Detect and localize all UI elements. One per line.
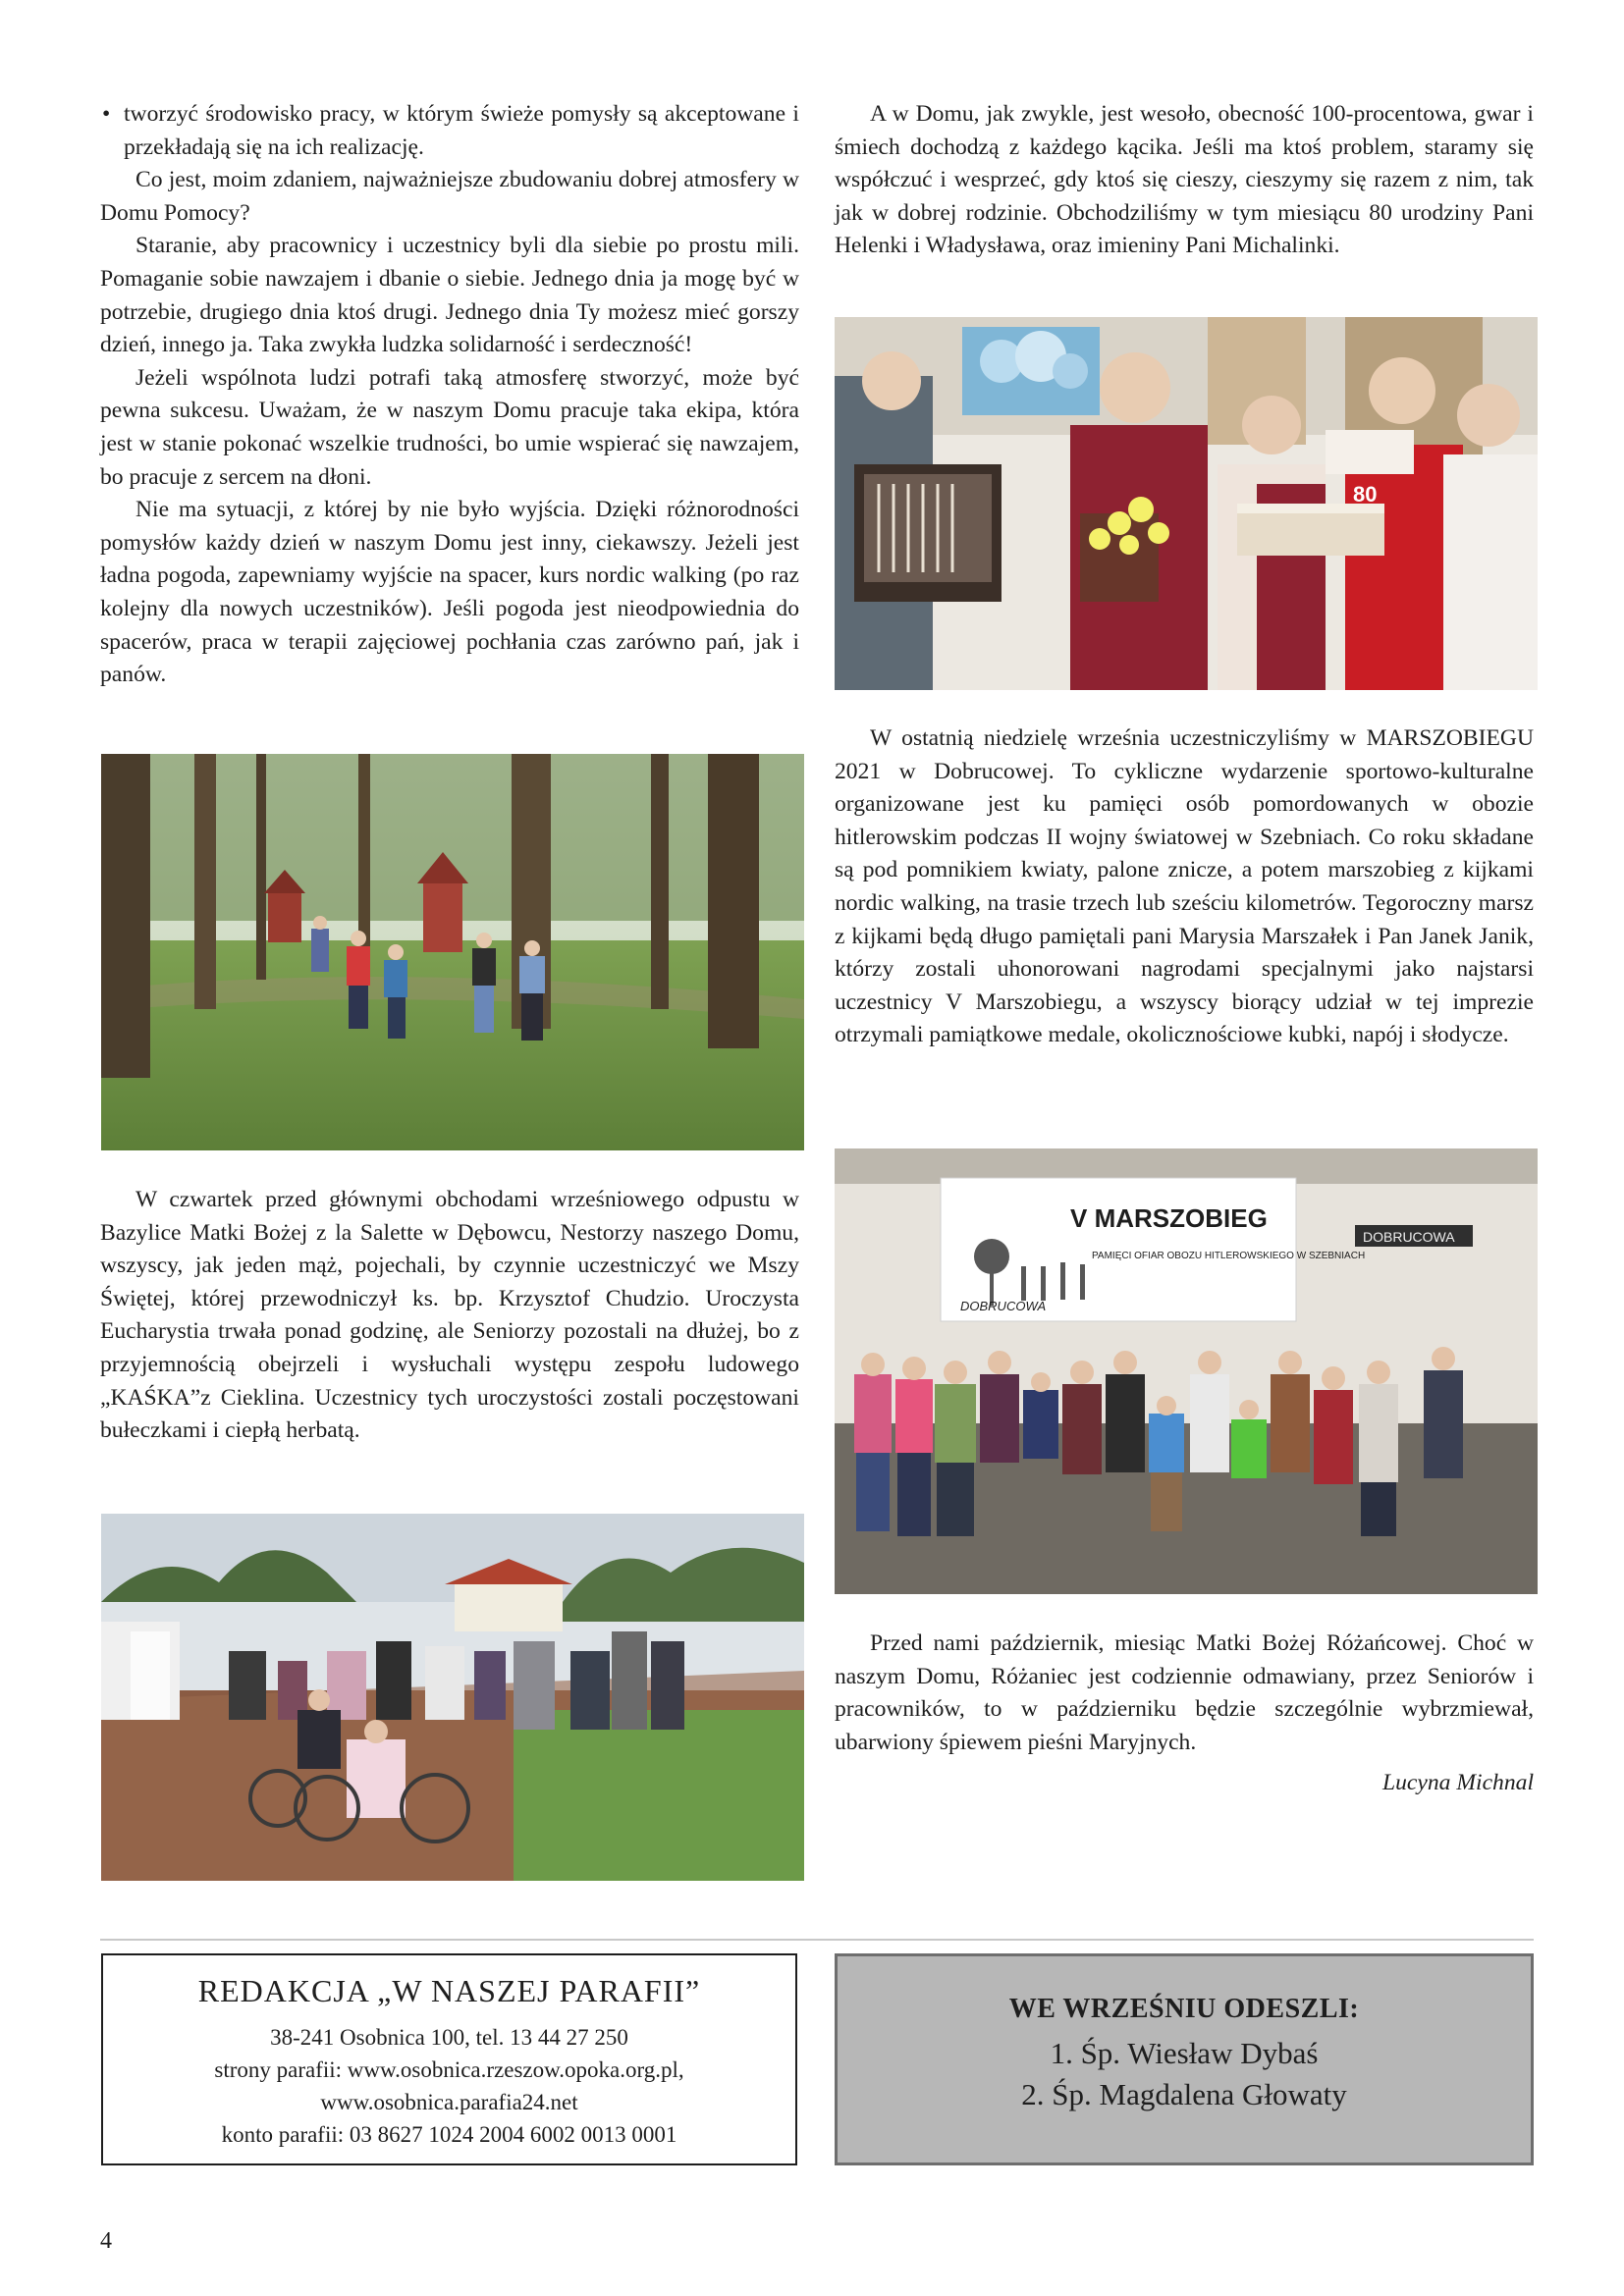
photo-nordic-walking — [101, 754, 804, 1150]
paragraph: Przed nami październik, miesiąc Matki Bożej Różańcowej. Choć w naszym Domu, Różaniec jest codziennie odmawiany, przez Seniorów i pracowników, to w październiku będzie szczególnie wybrzmiewał, ubarwiony śpiewem pieśni Maryjnych. — [835, 1630, 1534, 1755]
photo-basilica-mass — [101, 1514, 804, 1881]
paragraph: A w Domu, jak zwykle, jest wesoło, obecność 100-procentowa, gwar i śmiech dochodzą z każdego kącika. Jeśli ma ktoś problem, staramy się współczuć i wesprzeć, gdy ktoś się cieszy, cieszymy się razem z nim, tak jak w dobrej rodzinie. Obchodziliśmy w tym miesiącu 80 urodziny Pani Helenki i Władysława, oraz imieniny Pani Michalinki. — [835, 101, 1534, 259]
right-column-text-bottom — [835, 1628, 1534, 1800]
banner-subtitle: PAMIĘCI OFIAR OBOZU HITLEROWSKIEGO W SZEBNIACH — [1092, 1251, 1366, 1261]
right-column-text-middle — [835, 722, 1534, 1052]
redakcja-title: REDAKCJA „W NASZEJ PARAFII” — [197, 1973, 701, 2008]
photo-marszobieg-group — [835, 1148, 1538, 1594]
page-number: 4 — [100, 2228, 112, 2254]
right-column-text-top — [835, 98, 1534, 263]
paragraph: • tworzyć środowisko pracy, w którym świeże pomysły są akceptowane i przekładają się na ich realizację. — [100, 98, 799, 164]
redakcja-account: konto parafii: 03 8627 1024 2004 6002 0013 0001 — [221, 2122, 677, 2147]
obituary-entry: 2. Śp. Magdalena Głowaty — [1021, 2077, 1347, 2111]
divider — [100, 1939, 1534, 1941]
paragraph: Co jest, moim zdaniem, najważniejsze zbudowaniu dobrej atmosfery w Domu Pomocy? — [100, 167, 799, 226]
obituary-title: WE WRZEŚNIU ODESZLI: — [1008, 1994, 1360, 2024]
redakcja-website-1: strony parafii: www.osobnica.rzeszow.opoka.org.pl, — [214, 2057, 684, 2082]
photo-birthday-party — [835, 317, 1538, 690]
paragraph: Staranie, aby pracownicy i uczestnicy byli dla siebie po prostu mili. Pomaganie sobie nawzajem i dbanie o siebie. Jednego dnia ja mogę być w potrzebie, drugiego dnia ktoś drugi. Jednego dnia Ty możesz mieć gorszy dzień, innego ja. Taka zwykła ludzka solidarność i serdeczność! — [100, 233, 799, 358]
left-column-text-middle — [100, 1184, 799, 1448]
paragraph: Nie ma sytuacji, z której by nie było wyjścia. Dzięki różnorodności pomysłów każdy dzień w naszym Domu jest inny, ciekawszy. Jeżeli jest ładna pogoda, zapewniamy wyjście na spacer, kurs nordic walking (po raz kolejny dla nowych uczestników). Jeśli pogoda jest nieodpowiednia do spacerów, praca w terapii zajęciowej pochłania czas zarówno pań, jak i panów. — [100, 497, 799, 688]
redakcja-address: 38-241 Osobnica 100, tel. 13 44 27 250 — [270, 2025, 628, 2050]
redakcja-box — [101, 1953, 797, 2165]
paragraph: W czwartek przed głównymi obchodami wrześniowego odpustu w Bazylice Matki Bożej z la Salette w Dębowcu, Nestorzy naszego Domu, wszyscy, jak jeden mąż, pojechali, by czynnie uczestniczyć we Mszy Świętej, której przewodniczył ks. bp. Krzysztof Chudzio. Uroczysta Eucharystia trwała ponad godzinę, ale Seniorzy pozostali na dłużej, bo z przyjemnością obejrzeli i wysłuchali występu zespołu ludowego „KAŚKA”z Cieklina. Uczestnicy tych uroczystości zostali poczęstowani bułeczkami i ciepłą herbatą. — [100, 1187, 799, 1444]
station-sign: DOBRUCOWA — [1363, 1229, 1455, 1245]
obituary-entry: 1. Śp. Wiesław Dybaś — [1050, 2036, 1319, 2070]
redakcja-website-2: www.osobnica.parafia24.net — [320, 2090, 578, 2114]
banner-location: DOBRUCOWA — [960, 1299, 1047, 1313]
author-signature: Lucyna Michnal — [1382, 1770, 1534, 1796]
cake-number: 80 — [1353, 482, 1378, 507]
paragraph: Jeżeli wspólnota ludzi potrafi taką atmosferę stworzyć, może być pewna sukcesu. Uważam, że w naszym Domu pracuje taka ekipa, która jest w stanie pokonać wszelkie trudności, bo umie wspierać się nawzajem, bo pracuje z sercem na dłoni. — [100, 364, 799, 490]
obituary-box — [835, 1953, 1534, 2165]
left-column-text-top — [100, 98, 799, 692]
paragraph: W ostatnią niedzielę września uczestniczyliśmy w MARSZOBIEGU 2021 w Dobrucowej. To cykliczne wydarzenie sportowo-kulturalne organizowane jest ku pamięci osób pomordowanych w obozie hitlerowskim podczas II wojny światowej w Szebniach. Co roku składane są pod pomnikiem kwiaty, palone znicze, a potem marszobieg z kijkami nordic walking, na trasie trzech lub sześciu kilometrów. Tegoroczny marsz z kijkami będą długo pamiętali pani Marysia Marszałek i Pan Janek Janik, którzy zostali uhonorowani nagrodami specjalnymi jako najstarsi uczestnicy V Marszobiegu, a wszyscy biorący udział w tej imprezie otrzymali pamiątkowe medale, okolicznościowe kubki, napój i słodycze. — [835, 725, 1534, 1048]
banner-title: V MARSZOBIEG — [1070, 1203, 1268, 1233]
